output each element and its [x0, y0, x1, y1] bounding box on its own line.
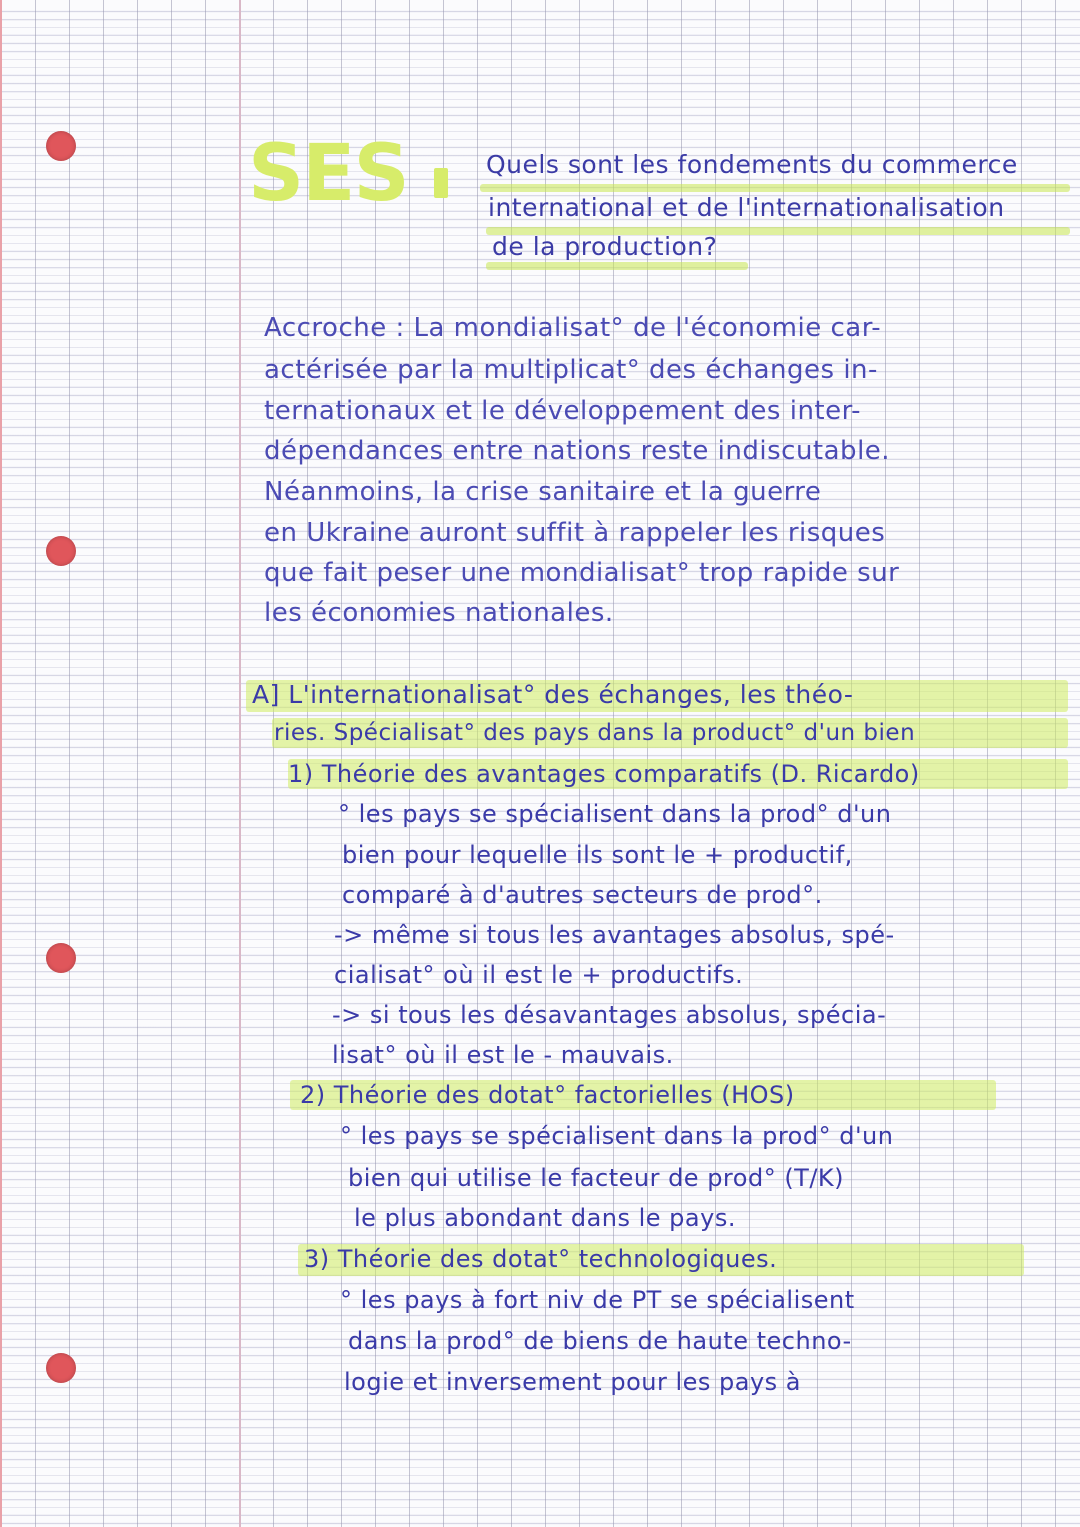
- highlight-stroke: [480, 184, 1070, 192]
- note-line: cialisat° où il est le + productifs.: [334, 961, 744, 989]
- question-line-1: Quels sont les fondements du commerce: [486, 150, 1018, 179]
- intro-line: que fait peser une mondialisat° trop rapide sur: [264, 558, 900, 588]
- note-line: comparé à d'autres secteurs de prod°.: [342, 881, 823, 909]
- binder-hole-icon: [46, 131, 76, 161]
- note-line: ° les pays à fort niv de PT se spécialisent: [340, 1286, 855, 1314]
- note-line: ° les pays se spécialisent dans la prod° d'un: [338, 800, 892, 828]
- logo-colon-icon: [434, 168, 448, 198]
- intro-line: en Ukraine auront suffit à rappeler les risques: [264, 518, 886, 548]
- question-line-2: international et de l'internationalisation: [488, 193, 1005, 222]
- note-line: ° les pays se spécialisent dans la prod° d'un: [340, 1122, 894, 1150]
- theory-heading: 3) Théorie des dotat° technologiques.: [304, 1245, 778, 1273]
- intro-line: les économies nationales.: [264, 598, 614, 628]
- theory-heading: 1) Théorie des avantages comparatifs (D. Ricardo): [288, 760, 920, 788]
- note-line: lisat° où il est le - mauvais.: [332, 1041, 674, 1069]
- note-line: dans la prod° de biens de haute techno-: [348, 1327, 852, 1355]
- binder-hole-icon: [46, 943, 76, 973]
- subject-logo: SES: [248, 129, 408, 219]
- intro-line: actérisée par la multiplicat° des échanges in-: [264, 355, 878, 385]
- highlight-stroke: [486, 262, 748, 270]
- binder-hole-icon: [46, 1353, 76, 1383]
- note-line: -> si tous les désavantages absolus, spécia-: [332, 1001, 887, 1029]
- intro-line: Accroche : La mondialisat° de l'économie car-: [264, 313, 882, 343]
- section-a-subtitle: ries. Spécialisat° des pays dans la product° d'un bien: [274, 720, 916, 746]
- intro-line: ternationaux et le développement des inter-: [264, 396, 862, 426]
- theory-heading: 2) Théorie des dotat° factorielles (HOS): [300, 1081, 795, 1109]
- note-line: bien qui utilise le facteur de prod° (T/K): [348, 1164, 845, 1192]
- note-line: logie et inversement pour les pays à: [344, 1368, 802, 1396]
- note-line: le plus abondant dans le pays.: [354, 1204, 736, 1232]
- binder-hole-icon: [46, 536, 76, 566]
- note-line: bien pour lequelle ils sont le + productif,: [342, 841, 853, 869]
- note-line: -> même si tous les avantages absolus, spé-: [334, 921, 895, 949]
- question-line-3: de la production?: [492, 232, 718, 261]
- section-a-title: A] L'internationalisat° des échanges, les théo-: [252, 680, 854, 709]
- intro-line: dépendances entre nations reste indiscutable.: [264, 436, 891, 466]
- intro-line: Néanmoins, la crise sanitaire et la guerre: [264, 477, 822, 507]
